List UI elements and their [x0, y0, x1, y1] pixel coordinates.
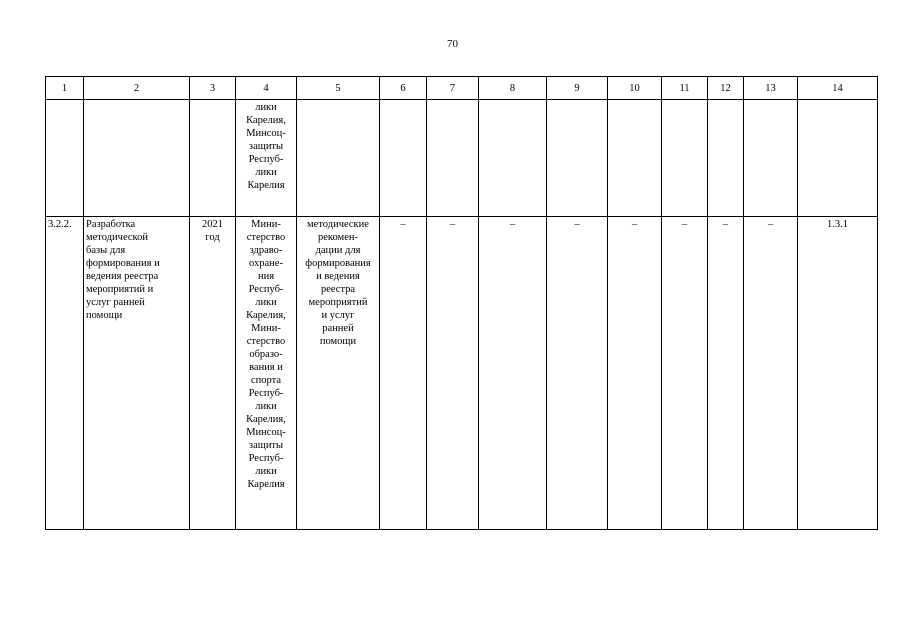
text-line: Разработка: [86, 219, 136, 230]
text-line: Респуб-: [248, 154, 284, 165]
text-line: лики: [255, 102, 277, 113]
text-line: помощи: [319, 336, 357, 347]
text-line: Мини-: [251, 219, 281, 230]
text-line: формирования: [305, 258, 371, 269]
text-line: Минсоц-: [246, 128, 286, 139]
cell-empty: [46, 100, 84, 217]
cell-empty: [190, 100, 236, 217]
continued-executor-cell: [236, 100, 297, 217]
cell-empty: [662, 100, 708, 217]
text-line: год: [205, 232, 220, 243]
text-line: Карелия,: [246, 310, 286, 321]
text-line: охране-: [249, 258, 283, 269]
cell-empty: [608, 100, 662, 217]
text-line: мероприятий и: [86, 284, 154, 295]
value-cell-7: –: [427, 217, 479, 530]
column-header-2: 2: [84, 77, 190, 100]
column-header-14: 14: [798, 77, 878, 100]
text-line: стерство: [246, 336, 286, 347]
cell-empty: [547, 100, 608, 217]
cell-empty: [708, 100, 744, 217]
cell-empty: [427, 100, 479, 217]
value-cell-10: –: [608, 217, 662, 530]
text-line: рекомен-: [318, 232, 358, 243]
executor-cell: [236, 217, 297, 530]
column-header-5: 5: [297, 77, 380, 100]
text-line: здраво-: [249, 245, 283, 256]
text-line: формирования и: [86, 258, 160, 269]
cell-empty: [744, 100, 798, 217]
text-line: Карелия,: [246, 115, 286, 126]
column-header-6: 6: [380, 77, 427, 100]
column-header-10: 10: [608, 77, 662, 100]
text-line: помощи: [86, 310, 123, 321]
header-row: [46, 77, 878, 100]
text-line: базы для: [86, 245, 126, 256]
text-line: услуг ранней: [86, 297, 145, 308]
text-line: спорта: [250, 375, 282, 386]
column-header-1: 1: [46, 77, 84, 100]
text-line: Респуб-: [248, 388, 284, 399]
text-line: и услуг: [321, 310, 355, 321]
text-line: вания и: [249, 362, 283, 373]
text-line: Респуб-: [248, 453, 284, 464]
text-line: и ведения: [316, 271, 360, 282]
cell-empty: [798, 100, 878, 217]
text-line: стерство: [246, 232, 286, 243]
cell-empty: [84, 100, 190, 217]
text-line: Карелия: [247, 180, 285, 191]
text-line: защиты: [248, 440, 284, 451]
value-cell-6: –: [380, 217, 427, 530]
value-cell-12: –: [708, 217, 744, 530]
text-line: Мини-: [251, 323, 281, 334]
value-cell-8: –: [479, 217, 547, 530]
column-header-3: 3: [190, 77, 236, 100]
text-line: лики: [255, 401, 277, 412]
cell-empty: [479, 100, 547, 217]
plan-table: [45, 76, 878, 530]
indicator-ref-cell: 1.3.1: [798, 217, 878, 530]
text-line: методические: [307, 219, 369, 230]
value-cell-11: –: [662, 217, 708, 530]
text-line: мероприятий: [308, 297, 368, 308]
text-line: Минсоц-: [246, 427, 286, 438]
text-line: Карелия,: [246, 414, 286, 425]
column-header-11: 11: [662, 77, 708, 100]
column-header-12: 12: [708, 77, 744, 100]
year-cell: [190, 217, 236, 530]
text-line: Респуб-: [248, 284, 284, 295]
cell-empty: [380, 100, 427, 217]
page-number: 70: [447, 38, 458, 50]
column-header-9: 9: [547, 77, 608, 100]
column-header-13: 13: [744, 77, 798, 100]
cell-empty: [297, 100, 380, 217]
value-cell-13: –: [744, 217, 798, 530]
item-number-cell: 3.2.2.: [46, 217, 84, 530]
text-line: защиты: [248, 141, 284, 152]
text-line: лики: [255, 167, 277, 178]
text-line: лики: [255, 466, 277, 477]
text-line: дации для: [315, 245, 361, 256]
column-header-7: 7: [427, 77, 479, 100]
column-header-8: 8: [479, 77, 547, 100]
text-line: Карелия: [247, 479, 285, 490]
item-name-cell: [84, 217, 190, 530]
value-cell-9: –: [547, 217, 608, 530]
text-line: ния: [257, 271, 275, 282]
continuation-row: [46, 100, 878, 217]
text-line: ранней: [322, 323, 354, 334]
text-line: реестра: [320, 284, 356, 295]
text-line: образо-: [249, 349, 283, 360]
result-cell: [297, 217, 380, 530]
text-line: 2021: [202, 219, 223, 230]
column-header-4: 4: [236, 77, 297, 100]
table-row-3-2-2: [46, 217, 878, 530]
text-line: ведения реестра: [86, 271, 159, 282]
text-line: методической: [86, 232, 148, 243]
text-line: лики: [255, 297, 277, 308]
